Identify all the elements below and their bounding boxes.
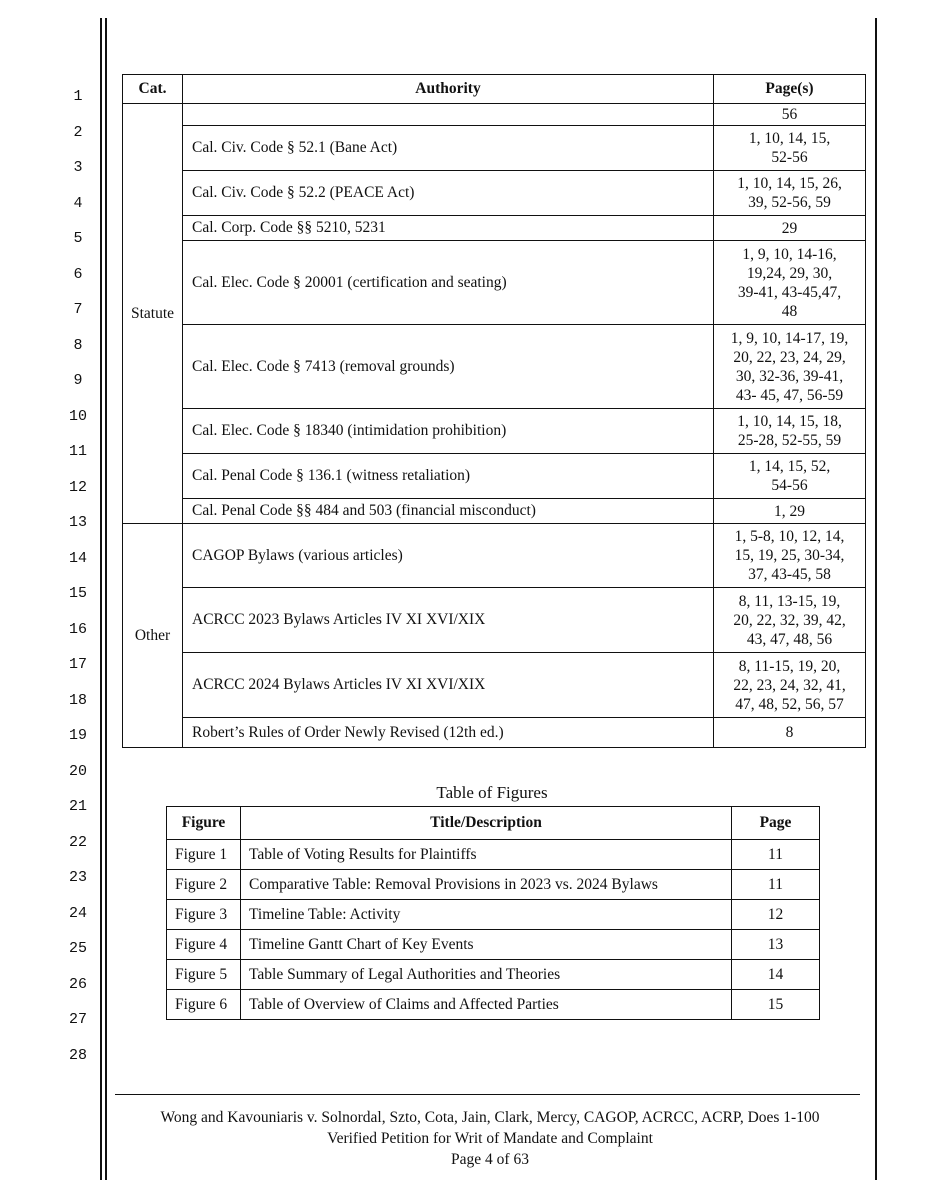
figure-page-cell: 12 [732, 900, 820, 930]
authority-cell: Cal. Penal Code §§ 484 and 503 (financial misconduct) [183, 499, 714, 524]
figure-page-cell: 14 [732, 960, 820, 990]
figure-number-cell: Figure 3 [167, 900, 241, 930]
figures-table [166, 806, 820, 1020]
cat-header: Cat. [123, 75, 183, 104]
authority-cell: ACRCC 2023 Bylaws Articles IV XI XVI/XIX [183, 588, 714, 653]
category-cell: Statute [123, 104, 183, 524]
authority-row [123, 171, 866, 216]
line-number: 9 [73, 372, 83, 389]
figure-row [167, 930, 820, 960]
line-number: 22 [68, 833, 87, 851]
line-number: 7 [73, 301, 83, 318]
figure-header: Figure [167, 807, 241, 840]
figure-row [167, 870, 820, 900]
figure-page-cell: 13 [732, 930, 820, 960]
line-number: 12 [68, 478, 87, 496]
page-footer [102, 1107, 878, 1170]
line-number: 11 [68, 443, 87, 460]
pages-cell: 1, 10, 14, 15, 26, 39, 52-56, 59 [714, 171, 866, 216]
figure-row [167, 960, 820, 990]
authority-cell: Cal. Elec. Code § 18340 (intimidation prohibition) [183, 409, 714, 454]
line-number: 6 [73, 265, 83, 283]
page-header: Page [732, 807, 820, 840]
line-number: 14 [68, 549, 87, 567]
line-number: 13 [68, 514, 87, 531]
authority-cell: ACRCC 2024 Bylaws Articles IV XI XVI/XIX [183, 653, 714, 718]
authority-row [123, 409, 866, 454]
pages-cell: 1, 10, 14, 15, 52-56 [714, 126, 866, 171]
figure-page-cell: 15 [732, 990, 820, 1020]
authority-row [123, 216, 866, 241]
authority-cell: Cal. Penal Code § 136.1 (witness retaliation) [183, 454, 714, 499]
pages-cell: 56 [714, 104, 866, 126]
line-number: 18 [68, 691, 87, 709]
line-number: 28 [68, 1046, 87, 1064]
pages-cell: 1, 5-8, 10, 12, 14, 15, 19, 25, 30-34, 37, 43-45, 58 [714, 524, 866, 588]
figure-title-cell: Table of Voting Results for Plaintiffs [241, 840, 732, 870]
authority-header: Authority [183, 75, 714, 104]
line-number: 24 [68, 904, 87, 922]
line-number: 15 [68, 585, 87, 602]
figure-title-cell: Timeline Table: Activity [241, 900, 732, 930]
authority-row [123, 588, 866, 653]
title-header: Title/Description [241, 807, 732, 840]
line-number: 26 [68, 975, 87, 993]
pages-cell: 29 [714, 216, 866, 241]
line-number: 16 [68, 620, 87, 638]
left-margin-rule-outer [100, 18, 102, 1180]
figure-title-cell: Comparative Table: Removal Provisions in 2023 vs. 2024 Bylaws [241, 870, 732, 900]
line-number: 5 [73, 230, 83, 247]
line-number: 25 [68, 940, 87, 957]
authority-row [123, 499, 866, 524]
figure-number-cell: Figure 4 [167, 930, 241, 960]
figure-number-cell: Figure 2 [167, 870, 241, 900]
authority-cell: Cal. Elec. Code § 7413 (removal grounds) [183, 325, 714, 409]
pages-cell: 1, 29 [714, 499, 866, 524]
footer-page-number: Page 4 of 63 [451, 1151, 529, 1168]
authority-cell [183, 104, 714, 126]
authority-cell: Cal. Civ. Code § 52.2 (PEACE Act) [183, 171, 714, 216]
figure-number-cell: Figure 1 [167, 840, 241, 870]
line-number: 21 [68, 798, 87, 815]
line-number: 17 [68, 656, 87, 673]
authority-row [123, 524, 866, 588]
authority-cell: Robert’s Rules of Order Newly Revised (12th ed.) [183, 718, 714, 748]
figure-title-cell: Table Summary of Legal Authorities and Theories [241, 960, 732, 990]
category-cell: Other [123, 524, 183, 748]
figure-number-cell: Figure 6 [167, 990, 241, 1020]
line-number: 20 [68, 762, 87, 780]
authority-cell: Cal. Elec. Code § 20001 (certification and seating) [183, 241, 714, 325]
left-margin-rule-inner [105, 18, 107, 1180]
authorities-header-row [123, 75, 866, 104]
line-number: 2 [73, 123, 83, 141]
figure-row [167, 900, 820, 930]
pages-cell: 1, 10, 14, 15, 18, 25-28, 52-55, 59 [714, 409, 866, 454]
line-number: 27 [68, 1011, 87, 1028]
pages-cell: 8, 11, 13-15, 19, 20, 22, 32, 39, 42, 43, 47, 48, 56 [714, 588, 866, 653]
authorities-body [123, 104, 866, 748]
pages-cell: 1, 9, 10, 14-17, 19, 20, 22, 23, 24, 29, 30, 32-36, 39-41, 43- 45, 47, 56-59 [714, 325, 866, 409]
figures-caption: Table of Figures [436, 783, 548, 802]
authority-row [123, 126, 866, 171]
line-number: 1 [73, 88, 83, 105]
authority-row [123, 104, 866, 126]
pages-cell: 8, 11-15, 19, 20, 22, 23, 24, 32, 41, 47, 48, 52, 56, 57 [714, 653, 866, 718]
authority-row [123, 454, 866, 499]
authority-cell: Cal. Civ. Code § 52.1 (Bane Act) [183, 126, 714, 171]
footer-document-title: Verified Petition for Writ of Mandate and Complaint [327, 1130, 653, 1147]
figure-title-cell: Table of Overview of Claims and Affected Parties [241, 990, 732, 1020]
figure-row [167, 990, 820, 1020]
authority-row [123, 653, 866, 718]
figure-page-cell: 11 [732, 840, 820, 870]
line-number: 19 [68, 727, 87, 744]
footer-rule [115, 1094, 860, 1095]
authority-cell: Cal. Corp. Code §§ 5210, 5231 [183, 216, 714, 241]
footer-case-caption: Wong and Kavouniaris v. Solnordal, Szto, Cota, Jain, Clark, Mercy, CAGOP, ACRCC, ACRP, Does 1-100 [160, 1109, 820, 1126]
figures-header-row [167, 807, 820, 840]
figure-number-cell: Figure 5 [167, 960, 241, 990]
figures-body [167, 840, 820, 1020]
line-number: 10 [68, 407, 87, 425]
pages-cell: 1, 14, 15, 52, 54-56 [714, 454, 866, 499]
figure-row [167, 840, 820, 870]
authority-row [123, 718, 866, 748]
line-number: 4 [73, 194, 83, 212]
figure-title-cell: Timeline Gantt Chart of Key Events [241, 930, 732, 960]
line-number: 3 [73, 159, 83, 176]
right-margin-rule [875, 18, 877, 1180]
figure-page-cell: 11 [732, 870, 820, 900]
line-number: 8 [73, 336, 83, 354]
pages-cell: 8 [714, 718, 866, 748]
authority-cell: CAGOP Bylaws (various articles) [183, 524, 714, 588]
pages-cell: 1, 9, 10, 14-16, 19,24, 29, 30, 39-41, 43-45,47, 48 [714, 241, 866, 325]
authorities-table [122, 74, 866, 748]
authority-row [123, 241, 866, 325]
pages-header: Page(s) [714, 75, 866, 104]
line-number: 23 [68, 869, 87, 886]
authority-row [123, 325, 866, 409]
